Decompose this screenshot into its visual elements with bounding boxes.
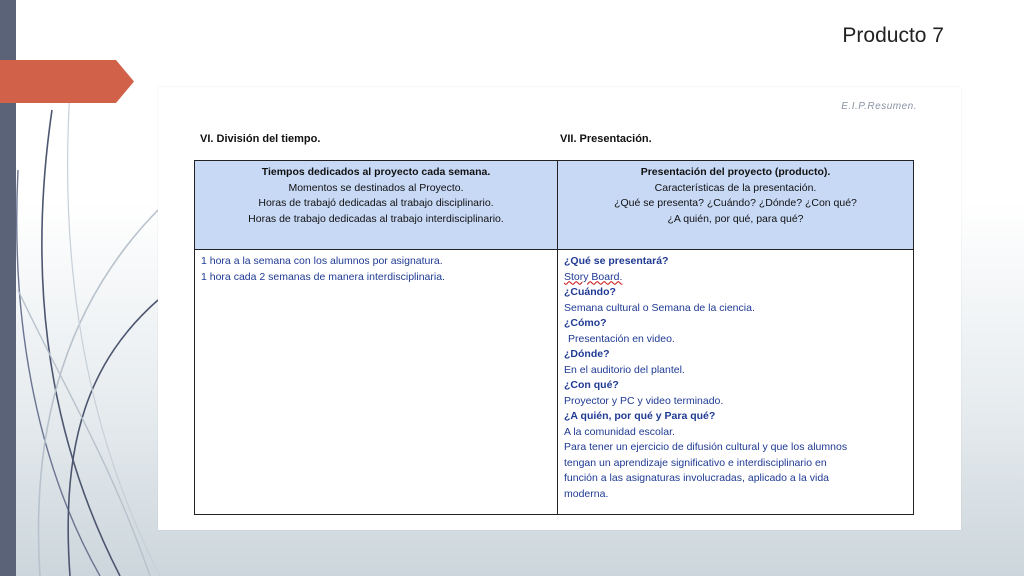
section-heading-presentation: VII. Presentación.	[560, 133, 652, 145]
header-line: Características de la presentación.	[654, 181, 817, 194]
question: ¿Con qué?	[564, 379, 619, 391]
time-line: 1 hora cada 2 semanas de manera interdisciplinaria.	[201, 270, 445, 283]
question: ¿Cómo?	[564, 317, 607, 329]
accent-arrow-tab	[0, 60, 134, 103]
answer: En el auditorio del plantel.	[564, 363, 685, 376]
answer	[564, 270, 907, 286]
answer: A la comunidad escolar.	[564, 425, 675, 438]
answer: moderna.	[564, 487, 609, 500]
question: ¿Cuándo?	[564, 286, 616, 298]
header-title: Presentación del proyecto (producto).	[640, 166, 831, 178]
table-body-row	[195, 250, 914, 515]
header-line: Horas de trabajo dedicadas al trabajo interdisciplinario.	[248, 212, 504, 225]
time-line: 1 hora a la semana con los alumnos por asignatura.	[201, 255, 443, 267]
answer: Para tener un ejercicio de difusión cultural y que los alumnos	[564, 441, 848, 453]
header-line: Horas de trabajó dedicadas al trabajo disciplinario.	[258, 197, 494, 209]
question: ¿Dónde?	[564, 348, 610, 360]
body-cell-time	[195, 250, 558, 515]
table-header-row	[195, 161, 914, 250]
header-line: ¿Qué se presenta? ¿Cuándo? ¿Dónde? ¿Con qué?	[614, 197, 857, 209]
answer: Presentación en video.	[568, 332, 675, 345]
answer: tengan un aprendizaje significativo e interdisciplinario en	[564, 456, 827, 469]
header-cell-presentation	[558, 161, 914, 250]
document-image	[158, 87, 961, 530]
question: ¿Qué se presentará?	[564, 255, 669, 267]
question: ¿A quién, por qué y Para qué?	[564, 410, 716, 422]
answer-text: Story Board.	[564, 270, 623, 283]
answer: Semana cultural o Semana de la ciencia.	[564, 301, 755, 314]
document-header: E.I.P.Resumen.	[841, 101, 917, 112]
slide-title: Producto 7	[842, 24, 944, 47]
header-line: Momentos se destinados al Proyecto.	[288, 181, 464, 194]
answer: Proyector y PC y video terminado.	[564, 394, 724, 407]
header-line: ¿A quién, por qué, para qué?	[667, 212, 804, 225]
answer: función a las asignaturas involucradas, aplicado a la vida	[564, 472, 829, 484]
section-heading-time: VI. División del tiempo.	[200, 133, 321, 145]
plan-table	[194, 160, 914, 515]
header-title: Tiempos dedicados al proyecto cada semana.	[261, 166, 491, 178]
body-cell-presentation	[558, 250, 914, 515]
header-cell-time	[195, 161, 558, 250]
